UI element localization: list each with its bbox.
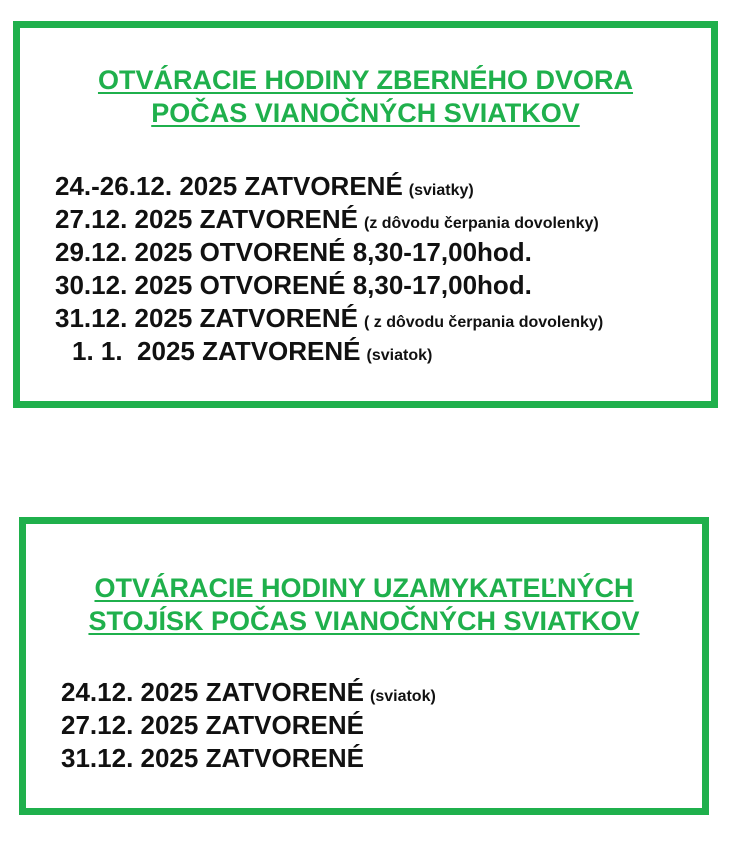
title-line: POČAS VIANOČNÝCH SVIATKOV: [151, 98, 580, 128]
schedule-date-status: 30.12. 2025 OTVORENÉ 8,30-17,00hod.: [55, 270, 532, 300]
schedule-row: [20, 335, 711, 368]
schedule-row: [20, 203, 711, 236]
collection-yard-title: [20, 64, 711, 130]
schedule-date-status: 29.12. 2025 OTVORENÉ 8,30-17,00hod.: [55, 237, 532, 267]
schedule-row: [26, 709, 702, 742]
collection-yard-schedule: [20, 170, 711, 368]
schedule-note: (sviatky): [408, 182, 474, 199]
lockable-bins-title: [26, 572, 702, 638]
title-line: OTVÁRACIE HODINY UZAMYKATEĽNÝCH: [94, 573, 634, 603]
schedule-date-status: 31.12. 2025 ZATVORENÉ: [61, 743, 364, 773]
schedule-note: (sviatok): [366, 347, 433, 364]
lockable-bins-hours-notice: [19, 517, 709, 815]
schedule-note: ( z dôvodu čerpania dovolenky): [364, 314, 604, 331]
schedule-date-status: 31.12. 2025 ZATVORENÉ: [55, 303, 358, 333]
schedule-row: [26, 676, 702, 709]
schedule-note: (z dôvodu čerpania dovolenky): [364, 215, 599, 232]
schedule-date-status: 1. 1. 2025 ZATVORENÉ: [72, 336, 361, 366]
schedule-row: [20, 236, 711, 269]
schedule-row: [20, 269, 711, 302]
title-line: STOJÍSK POČAS VIANOČNÝCH SVIATKOV: [88, 606, 640, 636]
schedule-note: (sviatok): [370, 688, 436, 705]
schedule-date-status: 27.12. 2025 ZATVORENÉ: [55, 204, 358, 234]
schedule-row: [20, 302, 711, 335]
schedule-date-status: 27.12. 2025 ZATVORENÉ: [61, 710, 364, 740]
title-line: OTVÁRACIE HODINY ZBERNÉHO DVORA: [97, 65, 634, 95]
schedule-row: [20, 170, 711, 203]
schedule-row: [26, 742, 702, 775]
schedule-date-status: 24.-26.12. 2025 ZATVORENÉ: [55, 171, 403, 201]
schedule-date-status: 24.12. 2025 ZATVORENÉ: [61, 677, 364, 707]
collection-yard-hours-notice: [13, 21, 718, 408]
lockable-bins-schedule: [26, 676, 702, 775]
